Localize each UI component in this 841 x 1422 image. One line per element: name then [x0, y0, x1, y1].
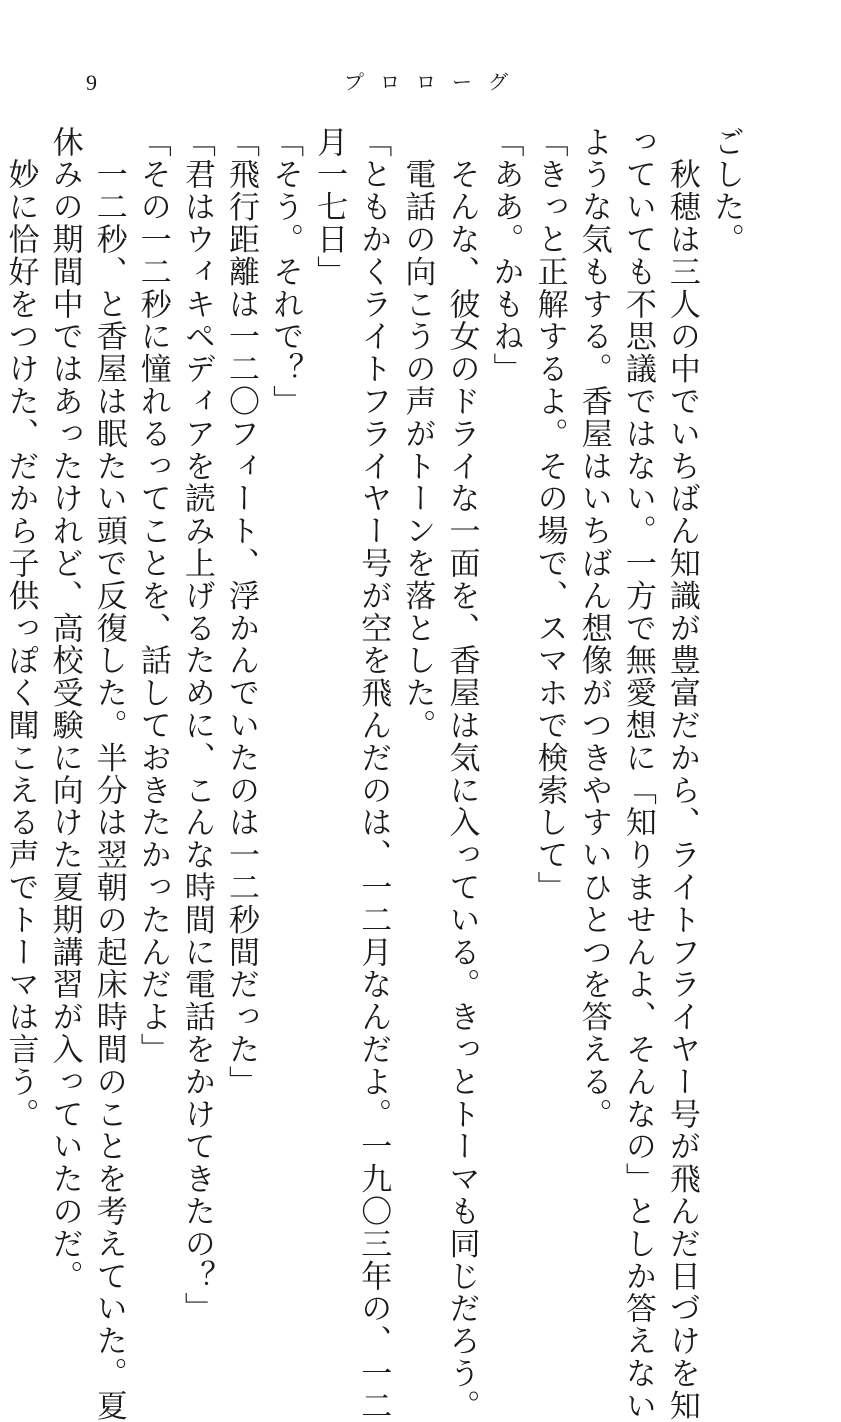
text-line: 一二秒、と香屋は眠たい頭で反復した。半分は翌朝の起床時間のことを考えていた。夏: [90, 126, 127, 1422]
running-head-title: プロローグ: [344, 70, 524, 94]
text-line: 「ともかくライトフライヤー号が空を飛んだのは、一二月なんだよ。一九〇三年の、一二: [355, 126, 392, 1422]
text-line: 「ああ。かもね」: [487, 126, 524, 386]
page-number: 9: [86, 70, 97, 95]
body-text: [2, 126, 748, 1422]
text-line: 秋穂は三人の中でいちばん知識が豊富だから、ライトフライヤー号が飛んだ日づけを知: [663, 126, 700, 1422]
text-line: 電話の向こうの声がトーンを落とした。: [399, 126, 436, 742]
text-line: 「飛行距離は一二〇フィート、浮かんでいたのは一二秒間だった」: [222, 126, 259, 1098]
text-line: ような気もする。香屋はいちばん想像がつきやすいひとつを答える。: [575, 126, 612, 1131]
text-line: そんな、彼女のドライな一面を、香屋は気に入っている。きっとトーマも同じだろう。: [443, 126, 480, 1422]
text-line: 休みの期間中ではあったけれど、高校受験に向けた夏期講習が入っていたのだ。: [46, 126, 83, 1293]
text-line: 「きっと正解するよ。その場で、スマホで検索して」: [531, 126, 568, 904]
text-line: 妙に恰好をつけた、だから子供っぽく聞こえる声でトーマは言う。: [2, 126, 39, 1131]
text-line: っていても不思議ではない。一方で無愛想に「知りませんよ、そんなの」としか答えない: [619, 126, 656, 1422]
text-line: 「君はウィキペディアを読み上げるために、こんな時間に電話をかけてきたの？」: [178, 126, 215, 1325]
text-line: 「そう。それで？」: [267, 126, 304, 418]
text-line: 月一七日」: [311, 126, 348, 288]
text-line: 「その一二秒に憧れるってことを、話しておきたかったんだよ」: [134, 126, 171, 1066]
text-line: ごした。: [708, 126, 744, 256]
